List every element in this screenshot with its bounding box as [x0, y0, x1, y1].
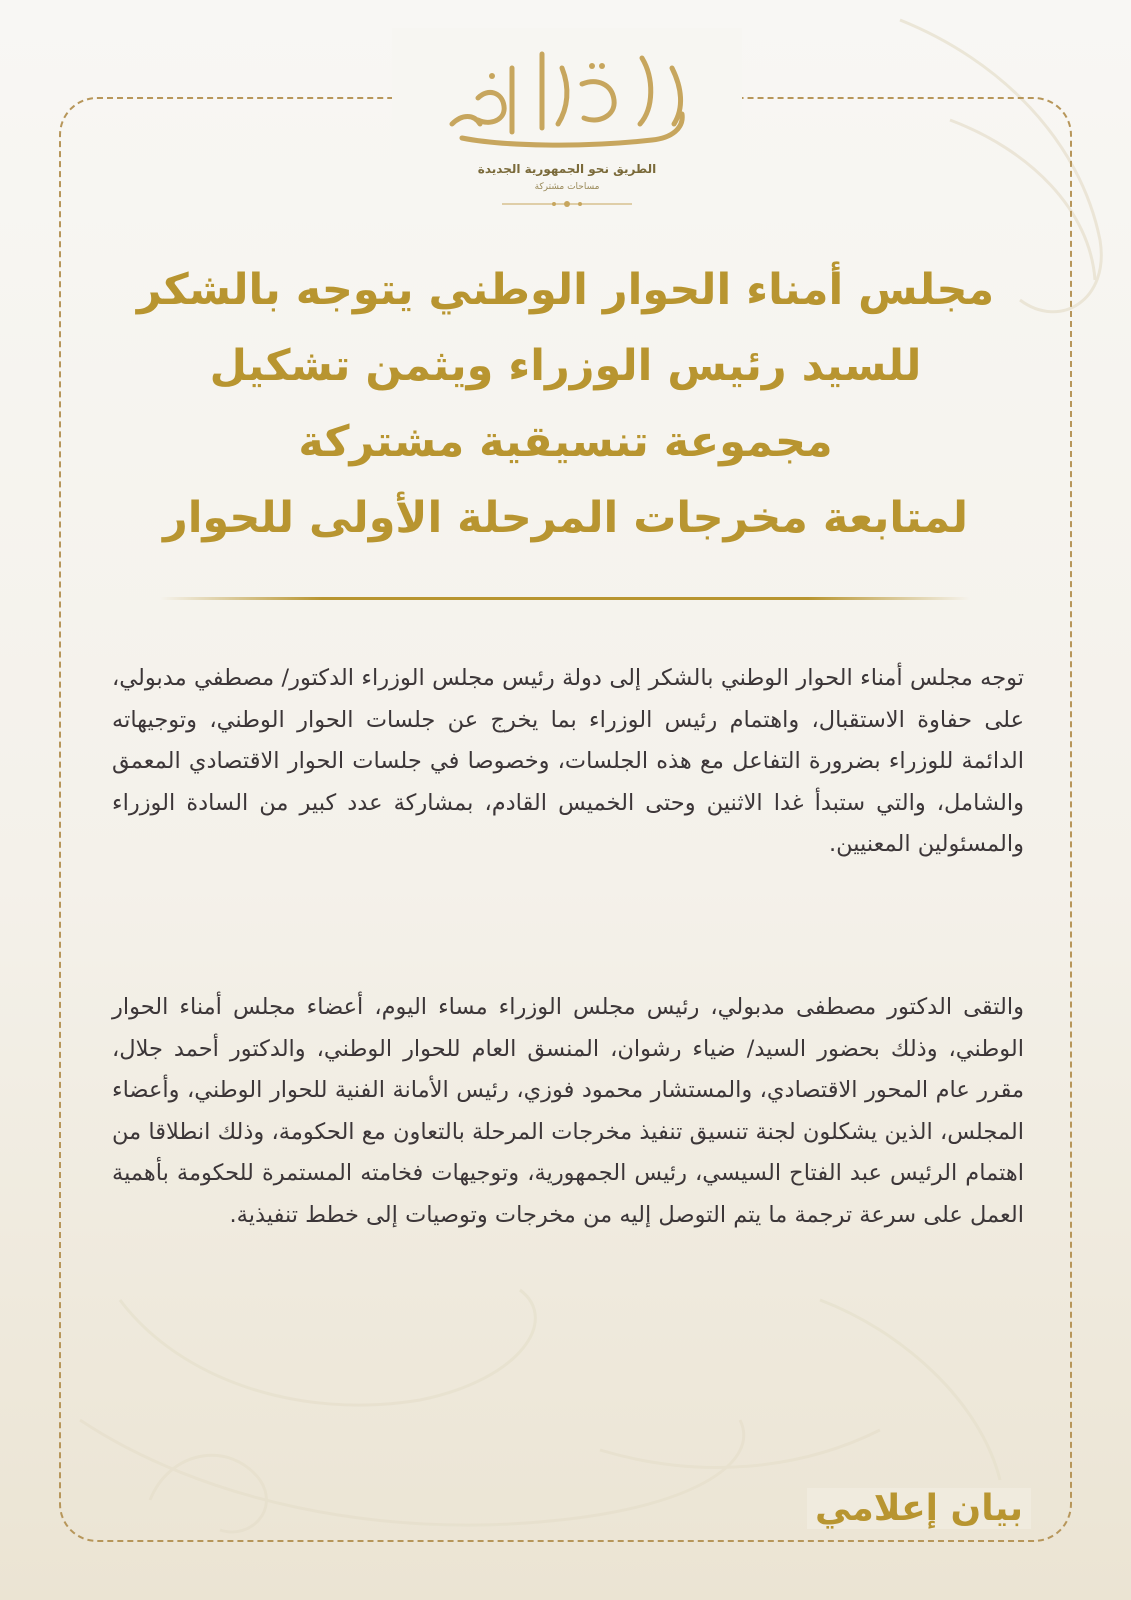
title-divider: [160, 597, 970, 600]
headline-line-1: مجلس أمناء الحوار الوطني يتوجه بالشكر: [136, 265, 995, 315]
headline-line-3: مجموعة تنسيقية مشتركة: [298, 417, 833, 467]
press-statement-label: بيان إعلامي: [807, 1488, 1031, 1529]
body-paragraph-2: والتقى الدكتور مصطفى مدبولي، رئيس مجلس الوزراء مساء اليوم، أعضاء مجلس أمناء الحوار الوطني، وذلك بحضور السيد/ ضياء رشوان، المنسق العام للحوار الوطني، والدكتور أحمد جلال، مقرر عام المحور الاقتصادي، والمستشار محمود فوزي، رئيس الأمانة الفنية للحوار الوطني، وأعضاء المجلس، الذين يشكلون لجنة تنسيق تنفيذ مخرجات المرحلة بالتعاون مع الحكومة، وذلك انطلاقا من اهتمام الرئيس عبد الفتاح السيسي، رئيس الجمهورية، وتوجيهات فخامته المستمرة للحكومة بأهمية العمل على سرعة ترجمة ما يتم التوصل إليه من مخرجات وتوصيات إلى خطط تنفيذية.: [112, 994, 1024, 1228]
headline-line-2: للسيد رئيس الوزراء ويثمن تشكيل: [209, 341, 922, 391]
headline: [110, 252, 1021, 556]
headline-line-4: لمتابعة مخرجات المرحلة الأولى للحوار: [162, 493, 969, 543]
body-paragraph-1: توجه مجلس أمناء الحوار الوطني بالشكر إلى دولة رئيس مجلس الوزراء الدكتور/ مصطفي مدبولي، على حفاوة الاستقبال، واهتمام رئيس الوزراء بما يخرج عن جلسات الحوار الوطني، وتوجيهاته الدائمة للوزراء بضرورة التفاعل مع هذه الجلسات، وخصوصا في جلسات الحوار الاقتصادي المعمق والشامل، والتي ستبدأ غدا الاثنين وحتى الخميس القادم، بمشاركة عدد كبير من السادة الوزراء والمسئولين المعنيين.: [112, 665, 1024, 857]
calligraphy-logo-mark: [392, 28, 742, 162]
logo-tagline: الطريق نحو الجمهورية الجديدة: [477, 162, 657, 176]
national-dialogue-logo: [392, 28, 742, 224]
ornament-divider-icon: [502, 198, 632, 210]
logo-subtagline: مساحات مشتركة: [534, 182, 600, 192]
